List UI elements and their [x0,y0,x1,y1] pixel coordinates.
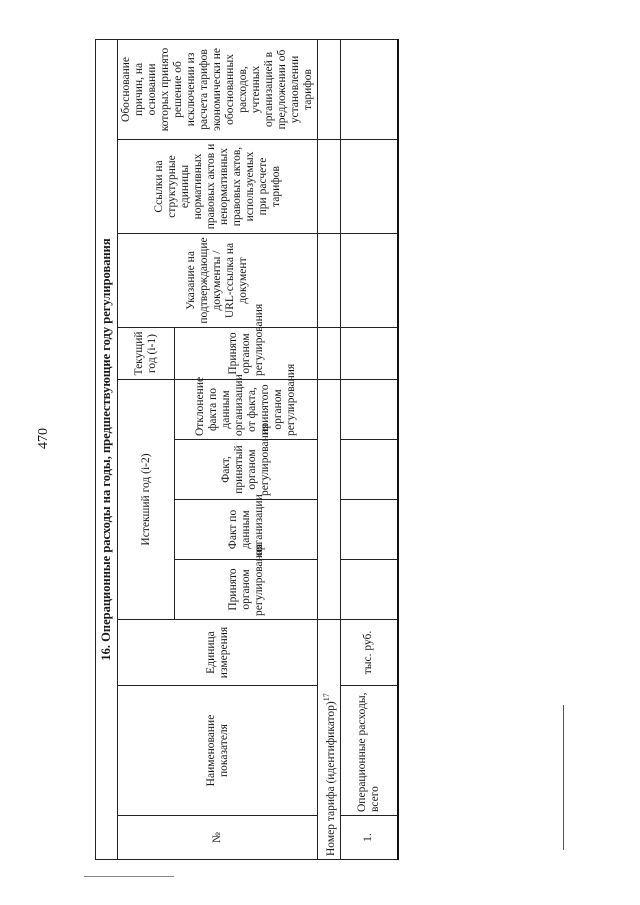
header-indicator-name: Наименование показателя [118,686,318,816]
footnote-separator-line [563,705,564,850]
row-cell [340,140,398,234]
row-num: 1. [340,816,398,860]
table-row [340,39,398,859]
header-expired-year: Истекший год (i-2) [118,380,175,620]
header-accepted-regulator: Принято органом регулирования [175,560,318,620]
row-cell [340,560,398,620]
bottom-rule [84,876,174,877]
row-name: Операционные расходы, всего [340,686,398,816]
header-deviation: Отклонение факта по данным организации от факта, принятого органом регулирования [175,380,318,440]
header-unit: Единица измерения [118,620,318,686]
row-cell [340,500,398,560]
tariff-row-cell [318,328,341,380]
rotated-table-wrapper [95,40,463,860]
header-current-year: Текущий год (i-1) [118,328,175,380]
section-title: 16. Операционные расходы на годы, предшествующие году регулирования [96,39,118,859]
row-cell [340,328,398,380]
header-fact-accepted-regulator: Факт, принятый органом регулирования [175,440,318,500]
page-number: 470 [36,428,51,449]
tariff-row-cell [318,140,341,234]
row-cell [340,39,398,139]
header-num: № [118,816,318,860]
row-cell [340,234,398,328]
tariff-row-cell [318,39,341,139]
header-fact-org: Факт по данным организации [175,500,318,560]
tariff-label-text: Номер тарифа (идентификатор) [324,701,337,856]
tariff-row-label [318,620,341,860]
header-normative-refs: Ссылки на структурные единицы нормативных правовых актов и ненормативных правовых актов, используемых при расчете тарифов [118,140,318,234]
header-documents: Указание на подтверждающие документы / URL-ссылка на документ [118,234,318,328]
operating-expenses-table [95,39,399,860]
tariff-row-cell [318,380,341,620]
header-justification: Обоснование причин, на основании которых принято решение об исключении из расчета тарифов экономически не обоснованных расходов, учтенных организацией в предложении об установлении тарифов [118,39,318,139]
header-current-accepted: Принято органом регулирования [175,328,318,380]
tariff-row-cell [318,234,341,328]
row-cell [340,380,398,440]
row-cell [340,440,398,500]
tariff-footnote: 17 [322,693,331,702]
row-unit: тыс. руб. [340,620,398,686]
